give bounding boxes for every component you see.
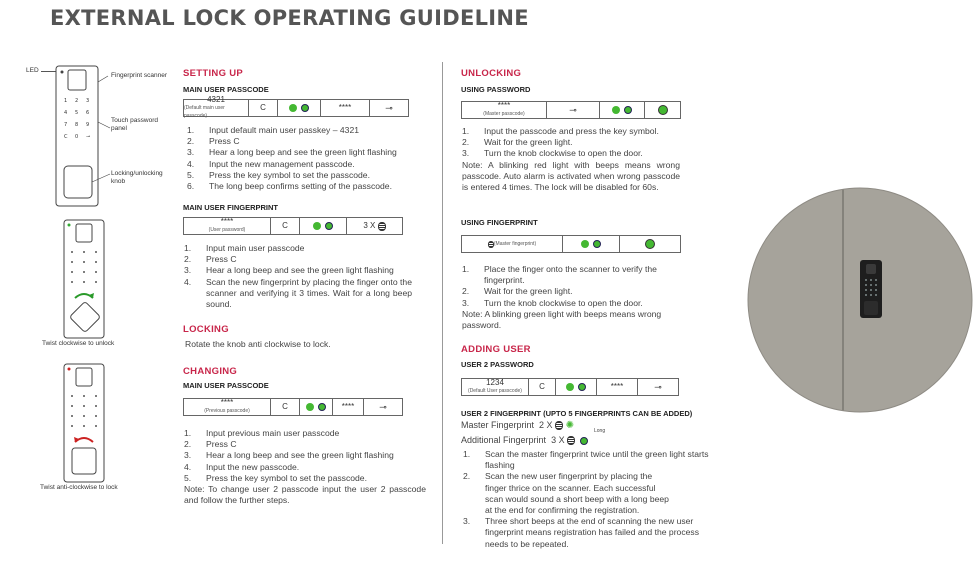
using-fingerprint-subheading: USING FINGERPRINT: [461, 218, 538, 227]
list-item: 3. Turn the knob clockwise to open the door.: [462, 148, 643, 159]
green-light-indicator: [556, 379, 597, 395]
c-key: C: [529, 379, 556, 395]
svg-text:2: 2: [75, 98, 79, 104]
user2-fingerprint-subheading: USER 2 FINGERPRINT (UPTO 5 FINGERPRINTS CAN BE ADDED): [461, 409, 693, 418]
list-item: 3. Hear a long beep and see the green light flashing: [184, 265, 394, 276]
setup-passcode-sequence: [183, 95, 409, 119]
new-passcode-stars: ****: [597, 379, 638, 395]
setting-up-heading: SETTING UP: [183, 68, 244, 79]
fingerprint-scanner-label: Fingerprint scanner: [111, 72, 167, 79]
list-item: 1. Scan the master fingerprint twice until the green light starts flashing: [463, 449, 709, 471]
unlock-fingerprint-steps: [462, 264, 682, 331]
svg-text:1: 1: [64, 98, 68, 104]
additional-fingerprint-row: [461, 435, 590, 446]
list-item: 3. Turn the knob clockwise to open the door.: [462, 297, 643, 308]
knob-label: Locking/unlocking knob: [111, 170, 163, 185]
master-times: 2 X: [539, 420, 553, 430]
unlock-fingerprint-sequence: [461, 235, 681, 253]
scan-times: 3 X: [363, 221, 376, 230]
svg-text:0: 0: [75, 134, 79, 140]
using-password-subheading: USING PASSWORD: [461, 85, 531, 94]
default-code: 4321: [207, 95, 225, 104]
additional-times: 3 X: [551, 435, 565, 445]
changing-subheading: MAIN USER PASSCODE: [183, 381, 269, 390]
list-item: 5. Press the key symbol to set the passcode.: [184, 472, 367, 483]
list-item: 5. Press the key symbol to set the passcode.: [187, 169, 370, 180]
default-user-code: 1234: [486, 378, 504, 387]
unlock-password-note: Note: A blinking red light with beeps means wrong passcode. Auto alarm is activated when wrong passcode is entered 4 times. The lock will be disabled for 60s.: [462, 159, 680, 193]
main-user-fingerprint-subheading: MAIN USER FINGERPRINT: [183, 203, 279, 212]
list-item: 2. Wait for the green light.: [462, 286, 573, 297]
list-item: 2. Press C: [187, 136, 240, 147]
user-password-stars: ****: [220, 217, 234, 226]
list-item: 1. Input default main user passkey – 4321: [187, 125, 360, 135]
list-item: 4. Scan the new fingerprint by placing the finger onto the scanner and verifying it 3 times. Wait for a long beep sound.: [184, 276, 412, 310]
speaker-light-icon: [580, 437, 588, 445]
default-user-code-caption: (Default User passcode): [468, 388, 522, 394]
user2-fingerprint-steps: [463, 449, 709, 550]
key-icon: ⊸: [547, 102, 600, 118]
user2-password-subheading: USER 2 PASSWORD: [461, 360, 534, 369]
list-item: 4. Input the new passcode.: [184, 461, 300, 472]
key-icon: ⊸: [379, 402, 387, 412]
master-fingerprint-row: [461, 420, 574, 431]
user2-password-sequence: [461, 378, 679, 396]
svg-text:⊸: ⊸: [86, 134, 91, 140]
door-lock-photo: [746, 186, 974, 414]
lock-diagram-front: [48, 62, 112, 210]
fingerprint-icon: [555, 421, 563, 430]
fingerprint-icon: [378, 222, 386, 231]
key-icon: ⊸: [654, 382, 662, 392]
list-item: 2. Press C: [184, 254, 237, 265]
lock-diagram-lock: [58, 362, 114, 484]
changing-note: Note: To change user 2 passcode input the user 2 passcode and follow the further steps.: [184, 484, 426, 506]
master-passcode-stars: ****: [497, 101, 511, 110]
list-item: 3. Three short beeps at the end of scanning the new user fingerprint means registration has failed and the process needs to be repeated.: [463, 516, 700, 549]
unlock-fingerprint-note: Note: A blinking green light with beeps means wrong password.: [462, 308, 662, 331]
list-item: 2. Scan the new user fingerprint by placing the finger thrice on the scanner. Each successful scan would sound a short beep with a long beep at the end for confirming the registration.: [463, 471, 669, 516]
changing-sequence: [183, 398, 403, 416]
column-divider: [442, 62, 443, 544]
master-fingerprint-caption: (Master fingerprint): [493, 241, 537, 247]
c-key: C: [249, 100, 278, 116]
green-light-indicator: [278, 100, 321, 116]
master-fingerprint-label: Master Fingerprint: [461, 420, 535, 430]
c-key: C: [271, 399, 300, 415]
long-beep-label: Long: [594, 428, 606, 434]
setup-fingerprint-sequence: [183, 217, 403, 235]
default-code-caption: (Default main user passcode): [184, 105, 225, 119]
changing-steps: [184, 428, 426, 506]
setup-fingerprint-steps: [184, 243, 412, 310]
led-label: LED: [26, 67, 39, 74]
fingerprint-3x: [347, 218, 402, 234]
fingerprint-icon: [567, 436, 575, 445]
main-user-passcode-subheading: MAIN USER PASSCODE: [183, 85, 269, 94]
page-title: EXTERNAL LOCK OPERATING GUIDELINE: [50, 6, 529, 30]
master-passcode-caption: (Master passcode): [483, 111, 525, 117]
list-item: 1. Place the finger onto the scanner to verify the fingerprint.: [462, 264, 657, 286]
unlock-password-sequence: [461, 101, 681, 119]
previous-passcode-stars: ****: [220, 398, 234, 407]
user-password-caption: (User password): [208, 227, 246, 233]
list-item: 1. Input the passcode and press the key symbol.: [462, 126, 659, 136]
master-fingerprint-cell: [462, 236, 563, 252]
unlocking-heading: UNLOCKING: [461, 68, 522, 79]
touch-panel-label: Touch password panel: [111, 117, 158, 132]
list-item: 6. The long beep confirms setting of the passcode.: [187, 181, 392, 192]
c-key: C: [271, 218, 300, 234]
list-item: 2. Wait for the green light.: [462, 137, 573, 148]
list-item: 4. Input the new management passcode.: [187, 158, 355, 169]
svg-text:9: 9: [86, 122, 90, 128]
svg-text:5: 5: [75, 110, 79, 116]
green-light-indicator: [300, 399, 333, 415]
new-passcode-stars: ****: [321, 100, 370, 116]
twist-clockwise-label: Twist clockwise to unlock: [42, 340, 115, 347]
green-light-indicator: [300, 218, 347, 234]
svg-text:6: 6: [86, 110, 90, 116]
twist-anticlockwise-label: Twist anti-clockwise to lock: [40, 484, 118, 491]
green-light-indicator: [563, 236, 620, 252]
svg-text:3: 3: [86, 98, 90, 104]
locking-text: Rotate the knob anti clockwise to lock.: [185, 339, 331, 349]
svg-text:8: 8: [75, 122, 79, 128]
key-icon: ⊸: [385, 103, 393, 113]
svg-text:7: 7: [64, 122, 68, 128]
lock-diagram-unlock: [58, 218, 114, 340]
adding-user-heading: ADDING USER: [461, 344, 531, 355]
list-item: 1. Input main user passcode: [184, 243, 305, 253]
unlock-password-steps: [462, 126, 680, 193]
list-item: 2. Press C: [184, 439, 237, 450]
svg-text:C: C: [64, 134, 68, 140]
list-item: 3. Hear a long beep and see the green light flashing: [184, 450, 394, 461]
flashing-light-icon: ✺: [565, 420, 574, 431]
additional-fingerprint-label: Additional Fingerprint: [461, 435, 547, 445]
unlock-icon: [620, 236, 680, 252]
new-passcode-stars: ****: [333, 399, 364, 415]
list-item: 1. Input previous main user passcode: [184, 428, 340, 438]
setup-passcode-steps: [187, 125, 417, 192]
list-item: 3. Hear a long beep and see the green light flashing: [187, 147, 397, 158]
green-light-indicator: [600, 102, 645, 118]
locking-heading: LOCKING: [183, 324, 229, 335]
previous-passcode-caption: (Previous passcode): [204, 408, 250, 414]
unlock-icon: [645, 102, 680, 118]
changing-heading: CHANGING: [183, 366, 238, 377]
svg-text:4: 4: [64, 110, 68, 116]
